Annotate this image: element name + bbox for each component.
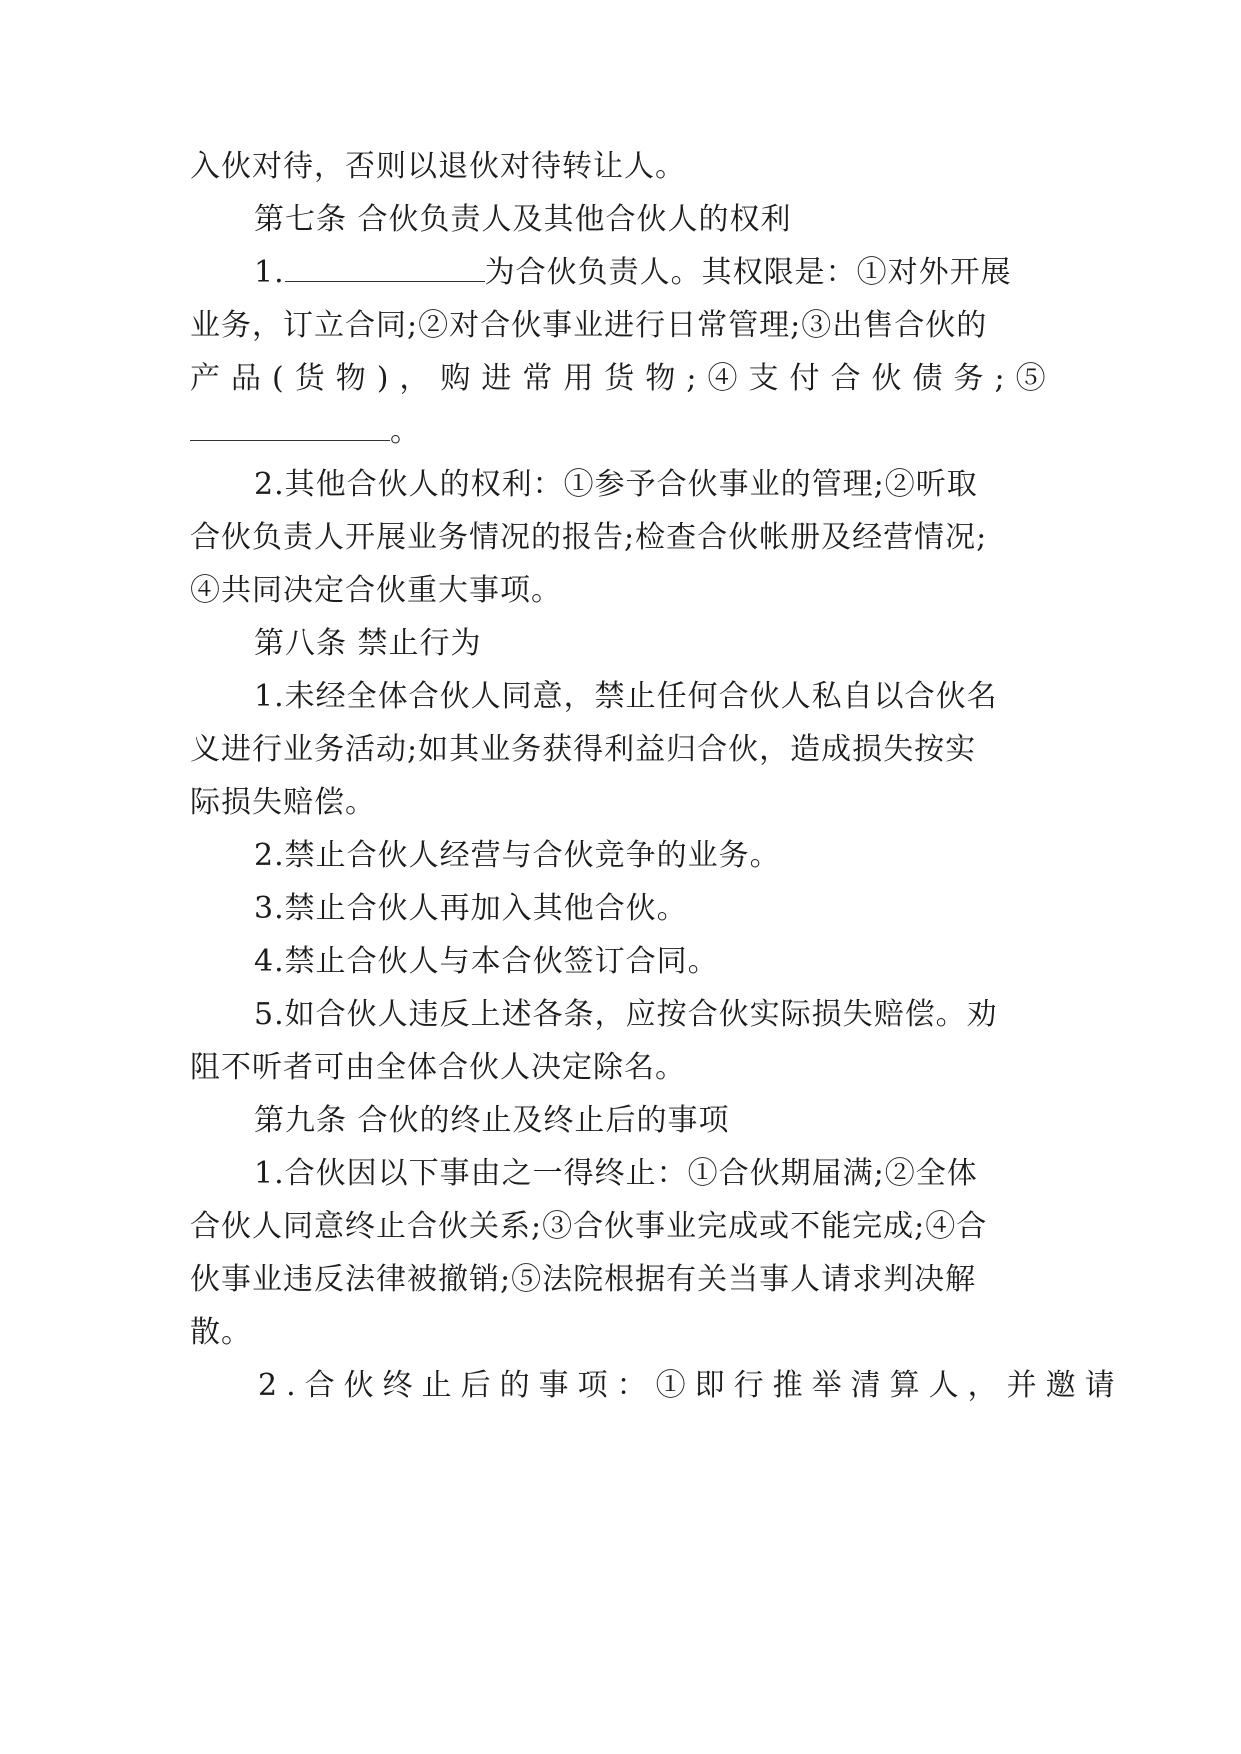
line-text: 2.禁止合伙人经营与合伙竞争的业务。 xyxy=(254,838,781,873)
line-text: 散。 xyxy=(190,1315,252,1350)
line-text: 3.禁止合伙人再加入其他合伙。 xyxy=(254,891,688,926)
paragraph-line xyxy=(190,359,1057,399)
paragraph-line xyxy=(254,677,1050,717)
fill-in-blank xyxy=(190,414,390,441)
line-text: 义进行业务活动;如其业务获得利益归合伙，造成损失按实 xyxy=(190,732,977,767)
paragraph-line xyxy=(254,253,1050,293)
line-text: 伙事业违反法律被撤销;⑤法院根据有关当事人请求判决解 xyxy=(190,1262,977,1297)
paragraph-line xyxy=(190,1207,1050,1247)
paragraph-line xyxy=(254,942,1050,982)
fill-in-blank xyxy=(285,255,485,282)
paragraph-line xyxy=(190,518,1050,558)
line-text: 际损失赔偿。 xyxy=(190,785,376,820)
line-text: 1.未经全体合伙人同意，禁止任何合伙人私自以合伙名 xyxy=(254,679,998,714)
paragraph-line xyxy=(190,412,1050,452)
line-text: 。 xyxy=(390,414,421,449)
paragraph-line xyxy=(190,147,1050,187)
line-text: ④共同决定合伙重大事项。 xyxy=(190,573,562,608)
line-text: 5.如合伙人违反上述各条，应按合伙实际损失赔偿。劝 xyxy=(254,997,998,1032)
line-text: 合伙负责人开展业务情况的报告;检查合伙帐册及经营情况; xyxy=(190,520,988,555)
line-text: 业务，订立合同;②对合伙事业进行日常管理;③出售合伙的 xyxy=(190,308,988,343)
heading-text: 第九条 合伙的终止及终止后的事项 xyxy=(254,1103,730,1138)
paragraph-line xyxy=(254,889,1050,929)
line-text: 为合伙负责人。其权限是：①对外开展 xyxy=(484,255,1012,290)
heading-text: 第八条 禁止行为 xyxy=(254,626,482,661)
heading-text: 第七条 合伙负责人及其他合伙人的权利 xyxy=(254,202,792,237)
paragraph-line xyxy=(190,783,1050,823)
paragraph-line xyxy=(190,1260,1050,1300)
paragraph-line xyxy=(254,995,1050,1035)
paragraph-line xyxy=(254,465,1050,505)
line-text: 1.合伙因以下事由之一得终止：①合伙期届满;②全体 xyxy=(254,1156,978,1191)
article-heading xyxy=(254,200,1050,240)
line-text: 2.合伙终止后的事项：①即行推举清算人，并邀请 xyxy=(258,1368,1124,1403)
line-text: 合伙人同意终止合伙关系;③合伙事业完成或不能完成;④合 xyxy=(190,1209,988,1244)
article-heading xyxy=(254,1101,1050,1141)
paragraph-line xyxy=(190,730,1050,770)
paragraph-line xyxy=(190,571,1050,611)
paragraph-line xyxy=(254,836,1050,876)
line-text: 4.禁止合伙人与本合伙签订合同。 xyxy=(254,944,719,979)
list-number: 1. xyxy=(254,255,285,290)
article-heading xyxy=(254,624,1050,664)
paragraph-line xyxy=(190,1048,1050,1088)
line-text: 2.其他合伙人的权利：①参予合伙事业的管理;②听取 xyxy=(254,467,978,502)
paragraph-line xyxy=(190,1313,1050,1353)
line-text: 入伙对待，否则以退伙对待转让人。 xyxy=(190,149,686,184)
line-text: 阻不听者可由全体合伙人决定除名。 xyxy=(190,1050,686,1085)
paragraph-line xyxy=(258,1366,1124,1406)
paragraph-line xyxy=(190,306,1050,346)
line-text: 产品(货物)，购进常用货物;④支付合伙债务;⑤ xyxy=(190,361,1057,396)
paragraph-line xyxy=(254,1154,1050,1194)
